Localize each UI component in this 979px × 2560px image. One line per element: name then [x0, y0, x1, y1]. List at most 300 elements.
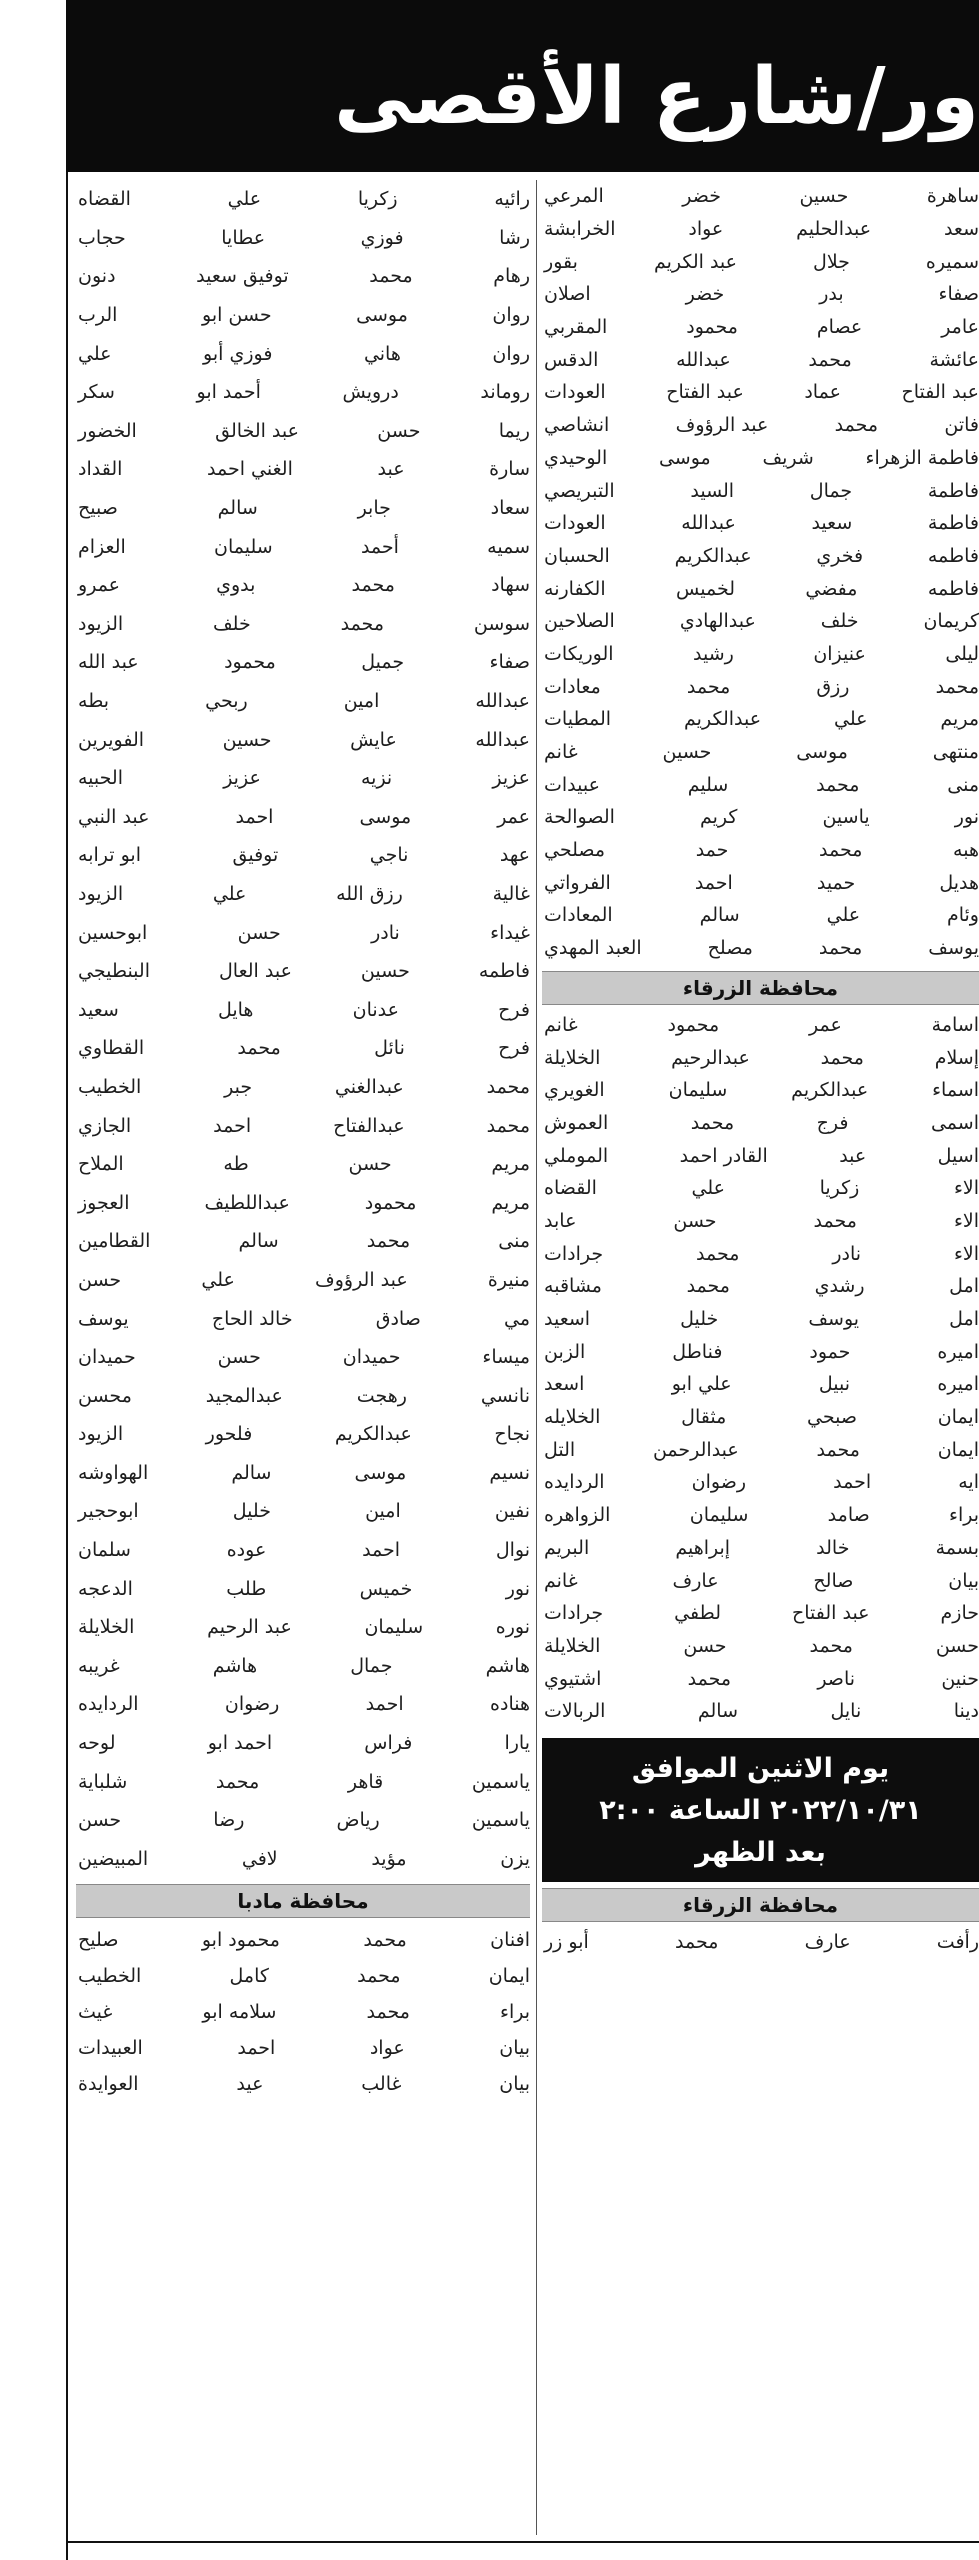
name-entry: [542, 801, 979, 834]
name-entry: [542, 834, 979, 867]
name-part: سعيد: [811, 512, 853, 535]
name-entry: [542, 343, 979, 376]
name-entry: [542, 1335, 979, 1368]
name-part: خالد: [816, 1536, 850, 1559]
name-part: نادر: [371, 921, 400, 944]
name-part: فاطمه: [927, 544, 979, 567]
name-part: فوزي: [360, 226, 404, 249]
name-entry: [542, 932, 979, 965]
name-entry: [542, 1695, 979, 1728]
name-part: معادات: [544, 675, 601, 698]
name-entry: [542, 245, 979, 278]
name-entry: [76, 952, 530, 991]
name-entry: [76, 1608, 530, 1647]
name-part: حسن: [935, 1634, 979, 1657]
name-part: المقربي: [544, 316, 608, 339]
name-list: [76, 180, 530, 1878]
name-part: امين: [343, 690, 380, 713]
name-part: منى: [947, 773, 979, 796]
name-part: السيد: [690, 479, 735, 502]
name-entry: [76, 1569, 530, 1608]
name-part: رشدي: [814, 1275, 865, 1298]
name-part: الفرواتي: [544, 871, 611, 894]
name-part: عمرو: [78, 574, 121, 597]
name-part: محمد: [696, 1242, 740, 1265]
name-part: موسى: [658, 446, 711, 469]
name-part: مصلح: [707, 937, 753, 960]
name-part: حميدان: [78, 1346, 136, 1369]
name-entry: [76, 1994, 530, 2030]
name-part: صفاء: [938, 283, 979, 306]
name-part: محمد: [819, 839, 863, 862]
name-part: عصام: [816, 316, 863, 339]
name-part: سميره: [925, 250, 979, 273]
name-part: الرب: [78, 304, 118, 327]
name-part: الصلاحين: [544, 610, 615, 633]
name-part: موسى: [356, 304, 408, 327]
name-part: اسعيد: [544, 1308, 591, 1331]
name-part: اسمى: [930, 1111, 979, 1134]
name-part: التل: [544, 1438, 576, 1461]
name-part: سالم: [699, 904, 740, 927]
name-part: عبدالحليم: [796, 218, 872, 241]
name-part: نادر: [832, 1242, 862, 1265]
name-part: امل: [949, 1308, 979, 1331]
name-entry: [76, 1762, 530, 1801]
date-line-period: بعد الظهر: [695, 1836, 826, 1868]
name-part: علي: [834, 708, 868, 731]
name-part: هديل: [939, 871, 979, 894]
name-entry: [542, 376, 979, 409]
name-entry: [76, 990, 530, 1029]
name-entry: [76, 1029, 530, 1068]
name-part: فلحور: [205, 1423, 253, 1446]
name-part: سعد: [943, 218, 979, 241]
name-part: ربحي: [205, 690, 248, 713]
name-part: سلامه ابو: [202, 2001, 277, 2024]
name-part: الخطيب: [78, 1075, 142, 1098]
name-entry: [542, 1368, 979, 1401]
name-part: جلال: [813, 250, 850, 273]
name-part: بدر: [819, 283, 844, 306]
name-entry: [76, 1222, 530, 1261]
name-part: المرعي: [544, 185, 604, 208]
section-header-zarqa: محافظة الزرقاء: [542, 971, 979, 1005]
name-part: وئام: [946, 904, 979, 927]
name-part: القضاه: [544, 1177, 597, 1200]
name-part: خضر: [682, 185, 721, 208]
name-entry: [76, 180, 530, 219]
name-part: عبدالله: [681, 512, 736, 535]
name-part: رضوان: [224, 1693, 280, 1716]
name-part: حسين: [799, 185, 849, 208]
name-part: عدنان: [352, 998, 399, 1021]
name-part: الفويرين: [78, 728, 145, 751]
name-part: بدوي: [216, 574, 256, 597]
name-entry: [542, 1237, 979, 1270]
name-part: الزواهره: [544, 1504, 611, 1527]
name-part: الصوالحة: [544, 806, 615, 829]
name-part: الزيود: [78, 882, 124, 905]
name-part: الردايده: [78, 1693, 139, 1716]
name-part: فرح: [498, 998, 530, 1021]
name-part: القضاه: [78, 188, 131, 211]
name-part: محمد: [686, 1275, 730, 1298]
name-part: الدعجه: [78, 1577, 133, 1600]
name-part: فناطل: [672, 1340, 723, 1363]
name-part: اميره: [937, 1373, 979, 1396]
name-part: احمد: [365, 1693, 404, 1716]
name-entry: [76, 1647, 530, 1686]
name-entry: [542, 1074, 979, 1107]
name-entry: [76, 1261, 530, 1300]
name-part: حسن: [348, 1153, 392, 1176]
name-part: ميساء: [482, 1346, 530, 1369]
name-part: عزيز: [492, 767, 530, 790]
name-part: عمر: [809, 1013, 842, 1036]
name-entry: [542, 1532, 979, 1565]
name-entry: [542, 540, 979, 573]
name-part: الخلايله: [544, 1406, 601, 1429]
name-part: محمد: [686, 675, 731, 698]
banner-title: ور/شارع الأقصى: [334, 52, 979, 142]
name-part: سلمان: [78, 1539, 131, 1562]
name-part: محمد: [813, 1209, 857, 1232]
date-line-date-time: ٢٠٢٢/١٠/٣١ الساعة ٢:٠٠: [599, 1794, 922, 1826]
name-entry: [542, 311, 979, 344]
name-part: محمد: [816, 773, 860, 796]
name-entry: [542, 899, 979, 932]
name-entry: [542, 1564, 979, 1597]
name-part: عطايا: [221, 226, 266, 249]
name-entry: [76, 1492, 530, 1531]
name-entry: [76, 1106, 530, 1145]
name-part: إبراهيم: [675, 1536, 731, 1559]
name-part: كريم: [699, 806, 738, 829]
name-part: عبدالكريم: [791, 1079, 869, 1102]
name-part: رهام: [493, 265, 530, 288]
name-part: ايه: [958, 1471, 979, 1494]
name-entry: [76, 450, 530, 489]
name-part: صالح: [813, 1569, 854, 1592]
name-entry: [76, 1840, 530, 1879]
name-part: غانم: [544, 1013, 578, 1036]
name-part: محمد: [816, 1438, 860, 1461]
name-part: رزق: [816, 675, 850, 698]
name-entry: [76, 1145, 530, 1184]
name-part: العزام: [78, 535, 126, 558]
name-part: نايل: [830, 1700, 862, 1723]
name-part: القطامين: [78, 1230, 151, 1253]
name-part: عبد الكريم: [653, 250, 737, 273]
name-part: صليح: [78, 1929, 119, 1952]
name-part: توفيق: [232, 844, 279, 867]
name-part: احمد: [235, 805, 274, 828]
name-part: مريم: [491, 1191, 530, 1214]
name-entry: [542, 866, 979, 899]
name-entry: [76, 412, 530, 451]
name-part: بيان: [948, 1569, 979, 1592]
name-entry: [76, 257, 530, 296]
name-part: عائشة: [929, 348, 979, 371]
name-part: محسن: [78, 1384, 132, 1407]
name-part: محمود: [224, 651, 276, 674]
name-part: الاء: [953, 1242, 979, 1265]
name-part: محمد: [363, 1929, 407, 1952]
name-part: عايش: [350, 728, 397, 751]
name-part: حجاب: [78, 226, 126, 249]
name-entry: [76, 836, 530, 875]
name-entry: [76, 1801, 530, 1840]
name-entry: [542, 768, 979, 801]
name-part: محمد: [215, 1770, 260, 1793]
name-part: عبد العال: [219, 960, 292, 983]
name-entry: [542, 507, 979, 540]
name-part: الدقس: [544, 348, 599, 371]
name-entry: [542, 638, 979, 671]
name-part: عبد: [839, 1144, 867, 1167]
name-part: ابو ترابه: [78, 844, 141, 867]
name-part: ايمان: [937, 1406, 979, 1429]
name-part: أحمد: [360, 535, 399, 558]
name-part: صبيح: [78, 497, 118, 520]
name-part: غانم: [544, 1569, 578, 1592]
name-part: انشاصي: [544, 414, 610, 437]
name-entry: [542, 213, 979, 246]
name-part: جبر: [224, 1075, 253, 1098]
name-part: هاشم: [212, 1654, 258, 1677]
name-part: محمد: [834, 414, 879, 437]
name-part: فاتن: [944, 414, 979, 437]
name-part: عابد: [544, 1209, 577, 1232]
name-part: محمد: [366, 1230, 411, 1253]
name-part: سليمان: [364, 1616, 424, 1639]
name-part: ياسمين: [471, 1809, 530, 1832]
name-part: نبيل: [818, 1373, 851, 1396]
name-entry: [542, 1926, 979, 1959]
name-part: المعادات: [544, 904, 613, 927]
name-part: عبدالرحمن: [652, 1438, 739, 1461]
name-part: القداد: [78, 458, 123, 481]
name-part: عارف: [672, 1569, 719, 1592]
name-part: يزن: [500, 1847, 530, 1870]
name-part: جمال: [350, 1654, 393, 1677]
name-part: نور: [954, 806, 979, 829]
name-part: جرادات: [544, 1242, 604, 1265]
name-part: رزق الله: [336, 882, 403, 905]
name-part: شريف: [762, 446, 814, 469]
name-part: رشيد: [693, 642, 734, 665]
name-part: هناده: [490, 1693, 530, 1716]
name-part: ريما: [498, 419, 530, 442]
name-part: الوحيدي: [544, 446, 608, 469]
name-part: أبو زر: [544, 1930, 589, 1953]
name-part: خضر: [685, 283, 725, 306]
name-part: روان: [492, 342, 530, 365]
name-part: توفيق سعيد: [196, 265, 289, 288]
name-entry: [542, 1041, 979, 1074]
name-entry: [76, 1299, 530, 1338]
name-part: امل: [949, 1275, 979, 1298]
name-part: عبدالله: [475, 690, 530, 713]
name-part: يوسف: [78, 1307, 129, 1330]
name-part: اسيل: [937, 1144, 979, 1167]
name-part: ناجي: [369, 844, 409, 867]
name-part: العودات: [544, 512, 606, 535]
name-part: علي: [201, 1268, 235, 1291]
name-part: العودات: [544, 381, 606, 404]
name-part: بطه: [78, 690, 110, 713]
name-entry: [542, 474, 979, 507]
name-part: صامد: [827, 1504, 870, 1527]
name-part: الخلايلة: [78, 1616, 135, 1639]
name-part: ياسين: [822, 806, 870, 829]
name-part: صفاء: [489, 651, 530, 674]
name-part: غيث: [78, 2001, 113, 2024]
page-bottom-rule: [66, 2541, 979, 2543]
name-part: روماند: [480, 381, 530, 404]
name-part: زكريا: [357, 188, 398, 211]
name-part: منيرة: [487, 1268, 530, 1291]
name-part: نجاح: [494, 1423, 530, 1446]
name-part: فخري: [816, 544, 864, 567]
name-part: حسن: [377, 419, 421, 442]
name-entry: [542, 1662, 979, 1695]
name-list: [542, 180, 979, 965]
name-part: حسن: [217, 1346, 261, 1369]
name-part: الحسبان: [544, 544, 610, 567]
name-part: فاطمة: [927, 479, 979, 502]
name-part: حمود: [809, 1340, 851, 1363]
name-part: احمد: [362, 1539, 401, 1562]
name-part: سميه: [487, 535, 530, 558]
name-part: حسن: [78, 1268, 122, 1291]
name-part: محمد: [237, 1037, 281, 1060]
name-part: غانم: [544, 741, 578, 764]
name-part: رشا: [499, 226, 530, 249]
name-part: ايمان: [937, 1438, 979, 1461]
name-part: حنين: [941, 1667, 979, 1690]
header-banner: [66, 0, 979, 172]
name-entry: [542, 736, 979, 769]
name-part: مي: [503, 1307, 530, 1330]
name-part: عبد الرحيم: [207, 1616, 292, 1639]
name-part: رياض: [336, 1809, 380, 1832]
name-part: جابر: [357, 497, 391, 520]
name-part: يوسف: [808, 1308, 860, 1331]
name-part: روان: [492, 304, 530, 327]
name-part: خالد الحاج: [211, 1307, 293, 1330]
name-entry: [76, 1922, 530, 1958]
name-part: علي: [227, 188, 262, 211]
name-entry: [542, 1139, 979, 1172]
name-part: يارا: [504, 1732, 530, 1755]
name-part: خميس: [359, 1577, 413, 1600]
name-part: محمد: [340, 612, 384, 635]
name-part: البريم: [544, 1536, 590, 1559]
name-part: بسمة: [935, 1536, 979, 1559]
name-entry: [76, 1454, 530, 1493]
name-part: عبد الفتاح: [901, 381, 979, 404]
name-part: حسن: [237, 921, 281, 944]
name-part: الزيود: [78, 612, 124, 635]
name-part: هاني: [363, 342, 401, 365]
name-part: طه: [223, 1153, 249, 1176]
name-part: دينا: [953, 1700, 979, 1723]
name-part: الزبن: [544, 1340, 586, 1363]
name-part: ابوحسين: [78, 921, 148, 944]
name-part: عبداللطيف: [204, 1191, 290, 1214]
name-part: زكريا: [819, 1177, 860, 1200]
name-part: عبدالكريم: [334, 1423, 412, 1446]
name-part: عبدالله: [475, 728, 530, 751]
name-part: مفضي: [805, 577, 858, 600]
name-entry: [542, 1433, 979, 1466]
name-part: يوسف: [928, 937, 979, 960]
name-entry: [76, 682, 530, 721]
name-part: غريبه: [78, 1654, 120, 1677]
name-part: سالم: [231, 1461, 272, 1484]
name-entry: [542, 442, 979, 475]
name-part: عيد: [236, 2073, 264, 2096]
name-part: احمد: [833, 1471, 872, 1494]
name-entry: [76, 1415, 530, 1454]
name-part: فاطمه: [927, 577, 979, 600]
name-part: حسن: [673, 1209, 717, 1232]
name-part: اصلان: [544, 283, 591, 306]
name-entry: [76, 373, 530, 412]
name-part: خليل: [232, 1500, 271, 1523]
name-part: نسيم: [489, 1461, 530, 1484]
name-part: القادر احمد: [679, 1144, 768, 1167]
name-entry: [76, 334, 530, 373]
name-part: عبد الله: [78, 651, 139, 674]
name-part: محمود: [667, 1013, 720, 1036]
name-part: محمود: [686, 316, 738, 339]
name-part: كامل: [229, 1965, 269, 1988]
name-entry: [76, 1338, 530, 1377]
name-part: نوره: [495, 1616, 530, 1639]
name-part: علي: [691, 1177, 725, 1200]
name-list: [542, 1009, 979, 1728]
name-part: حازم: [940, 1602, 979, 1625]
name-part: الجازي: [78, 1114, 132, 1137]
name-part: احمد: [237, 2037, 276, 2060]
left-column: [76, 180, 530, 2102]
name-part: علي: [78, 342, 112, 365]
name-part: العموش: [544, 1111, 609, 1134]
name-part: جمال: [809, 479, 853, 502]
name-part: كريمان: [923, 610, 979, 633]
name-entry: [542, 409, 979, 442]
name-part: محمد: [809, 1634, 853, 1657]
name-entry: [542, 1401, 979, 1434]
name-entry: [542, 703, 979, 736]
name-part: فاطمه: [478, 960, 530, 983]
name-part: امين: [365, 1500, 401, 1523]
name-entry: [76, 2030, 530, 2066]
name-entry: [76, 875, 530, 914]
name-part: محمد: [486, 1075, 530, 1098]
name-part: نوال: [495, 1539, 530, 1562]
name-part: نائل: [374, 1037, 405, 1060]
name-part: الخطيب: [78, 1965, 142, 1988]
name-part: عبدالله: [676, 348, 731, 371]
name-part: جميل: [361, 651, 405, 674]
name-part: ياسمين: [471, 1770, 530, 1793]
name-entry: [76, 1531, 530, 1570]
name-entry: [542, 670, 979, 703]
